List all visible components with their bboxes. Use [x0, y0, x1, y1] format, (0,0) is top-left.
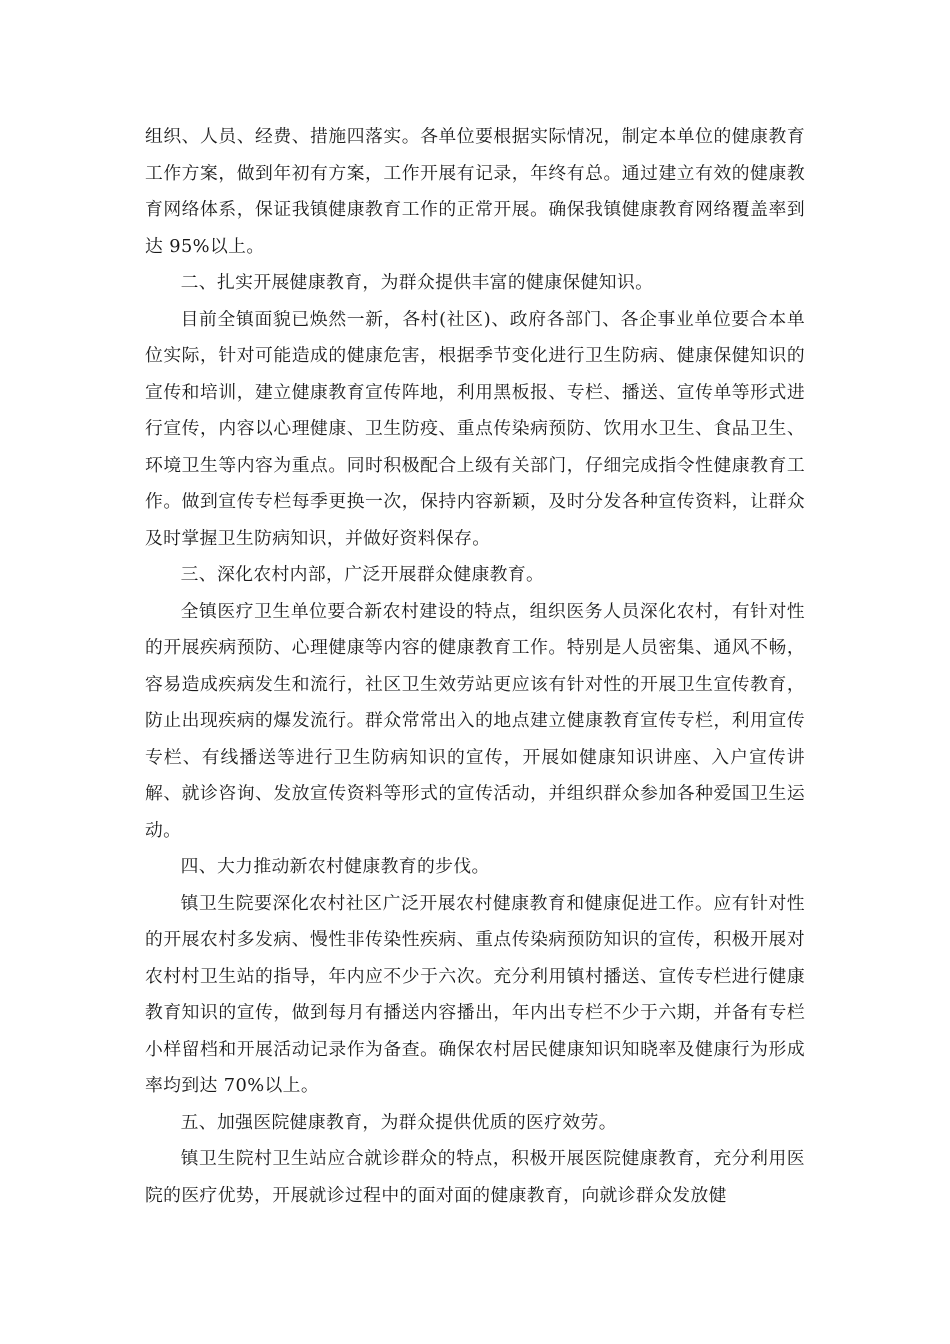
- paragraph-1: 组织、人员、经费、措施四落实。各单位要根据实际情况，制定本单位的健康教育工作方案，做到年初有方案，工作开展有记录，年终有总。通过建立有效的健康教育网络体系，保证我镇健康教育工作的正常开展。确保我镇健康教育网络覆盖率到达 95%以上。: [145, 126, 805, 257]
- document-page: [145, 119, 805, 1214]
- paragraph-3: 全镇医疗卫生单位要合新农村建设的特点，组织医务人员深化农村，有针对性的开展疾病预防、心理健康等内容的健康教育工作。特别是人员密集、通风不畅，容易造成疾病发生和流行，社区卫生效劳站更应该有针对性的开展卫生宣传教育，防止出现疾病的爆发流行。群众常常出入的地点建立健康教育宣传专栏，利用宣传专栏、有线播送等进行卫生防病知识的宣传，开展如健康知识讲座、入户宣传讲解、就诊咨询、发放宣传资料等形式的宣传活动，并组织群众参加各种爱国卫生运动。: [145, 600, 805, 841]
- section-heading-3: 三、深化农村内部，广泛开展群众健康教育。: [180, 564, 545, 585]
- section-heading-4: 四、大力推动新农村健康教育的步伐。: [180, 856, 490, 877]
- paragraph-5: 镇卫生院村卫生站应合就诊群众的特点，积极开展医院健康教育，充分利用医院的医疗优势，开展就诊过程中的面对面的健康教育，向就诊群众发放健: [145, 1148, 805, 1206]
- section-heading-2: 二、扎实开展健康教育，为群众提供丰富的健康保健知识。: [180, 272, 654, 293]
- section-heading-5: 五、加强医院健康教育，为群众提供优质的医疗效劳。: [180, 1111, 617, 1133]
- paragraph-2: 目前全镇面貌已焕然一新，各村(社区)、政府各部门、各企事业单位要合本单位实际，针对可能造成的健康危害，根据季节变化进行卫生防病、健康保健知识的宣传和培训，建立健康教育宣传阵地，利用黑板报、专栏、播送、宣传单等形式进行宣传，内容以心理健康、卫生防疫、重点传染病预防、饮用水卫生、食品卫生、环境卫生等内容为重点。同时积极配合上级有关部门，仔细完成指令性健康教育工作。做到宣传专栏每季更换一次，保持内容新颖，及时分发各种宣传资料，让群众及时掌握卫生防病知识，并做好资料保存。: [145, 308, 805, 549]
- paragraph-4: 镇卫生院要深化农村社区广泛开展农村健康教育和健康促进工作。应有针对性的开展农村多发病、慢性非传染性疾病、重点传染病预防知识的宣传，积极开展对农村村卫生站的指导，年内应不少于六次。充分利用镇村播送、宣传专栏进行健康教育知识的宣传，做到每月有播送内容播出，年内出专栏不少于六期，并备有专栏小样留档和开展活动记录作为备查。确保农村居民健康知识知晓率及健康行为形成率均到达 70%以上。: [145, 892, 805, 1096]
